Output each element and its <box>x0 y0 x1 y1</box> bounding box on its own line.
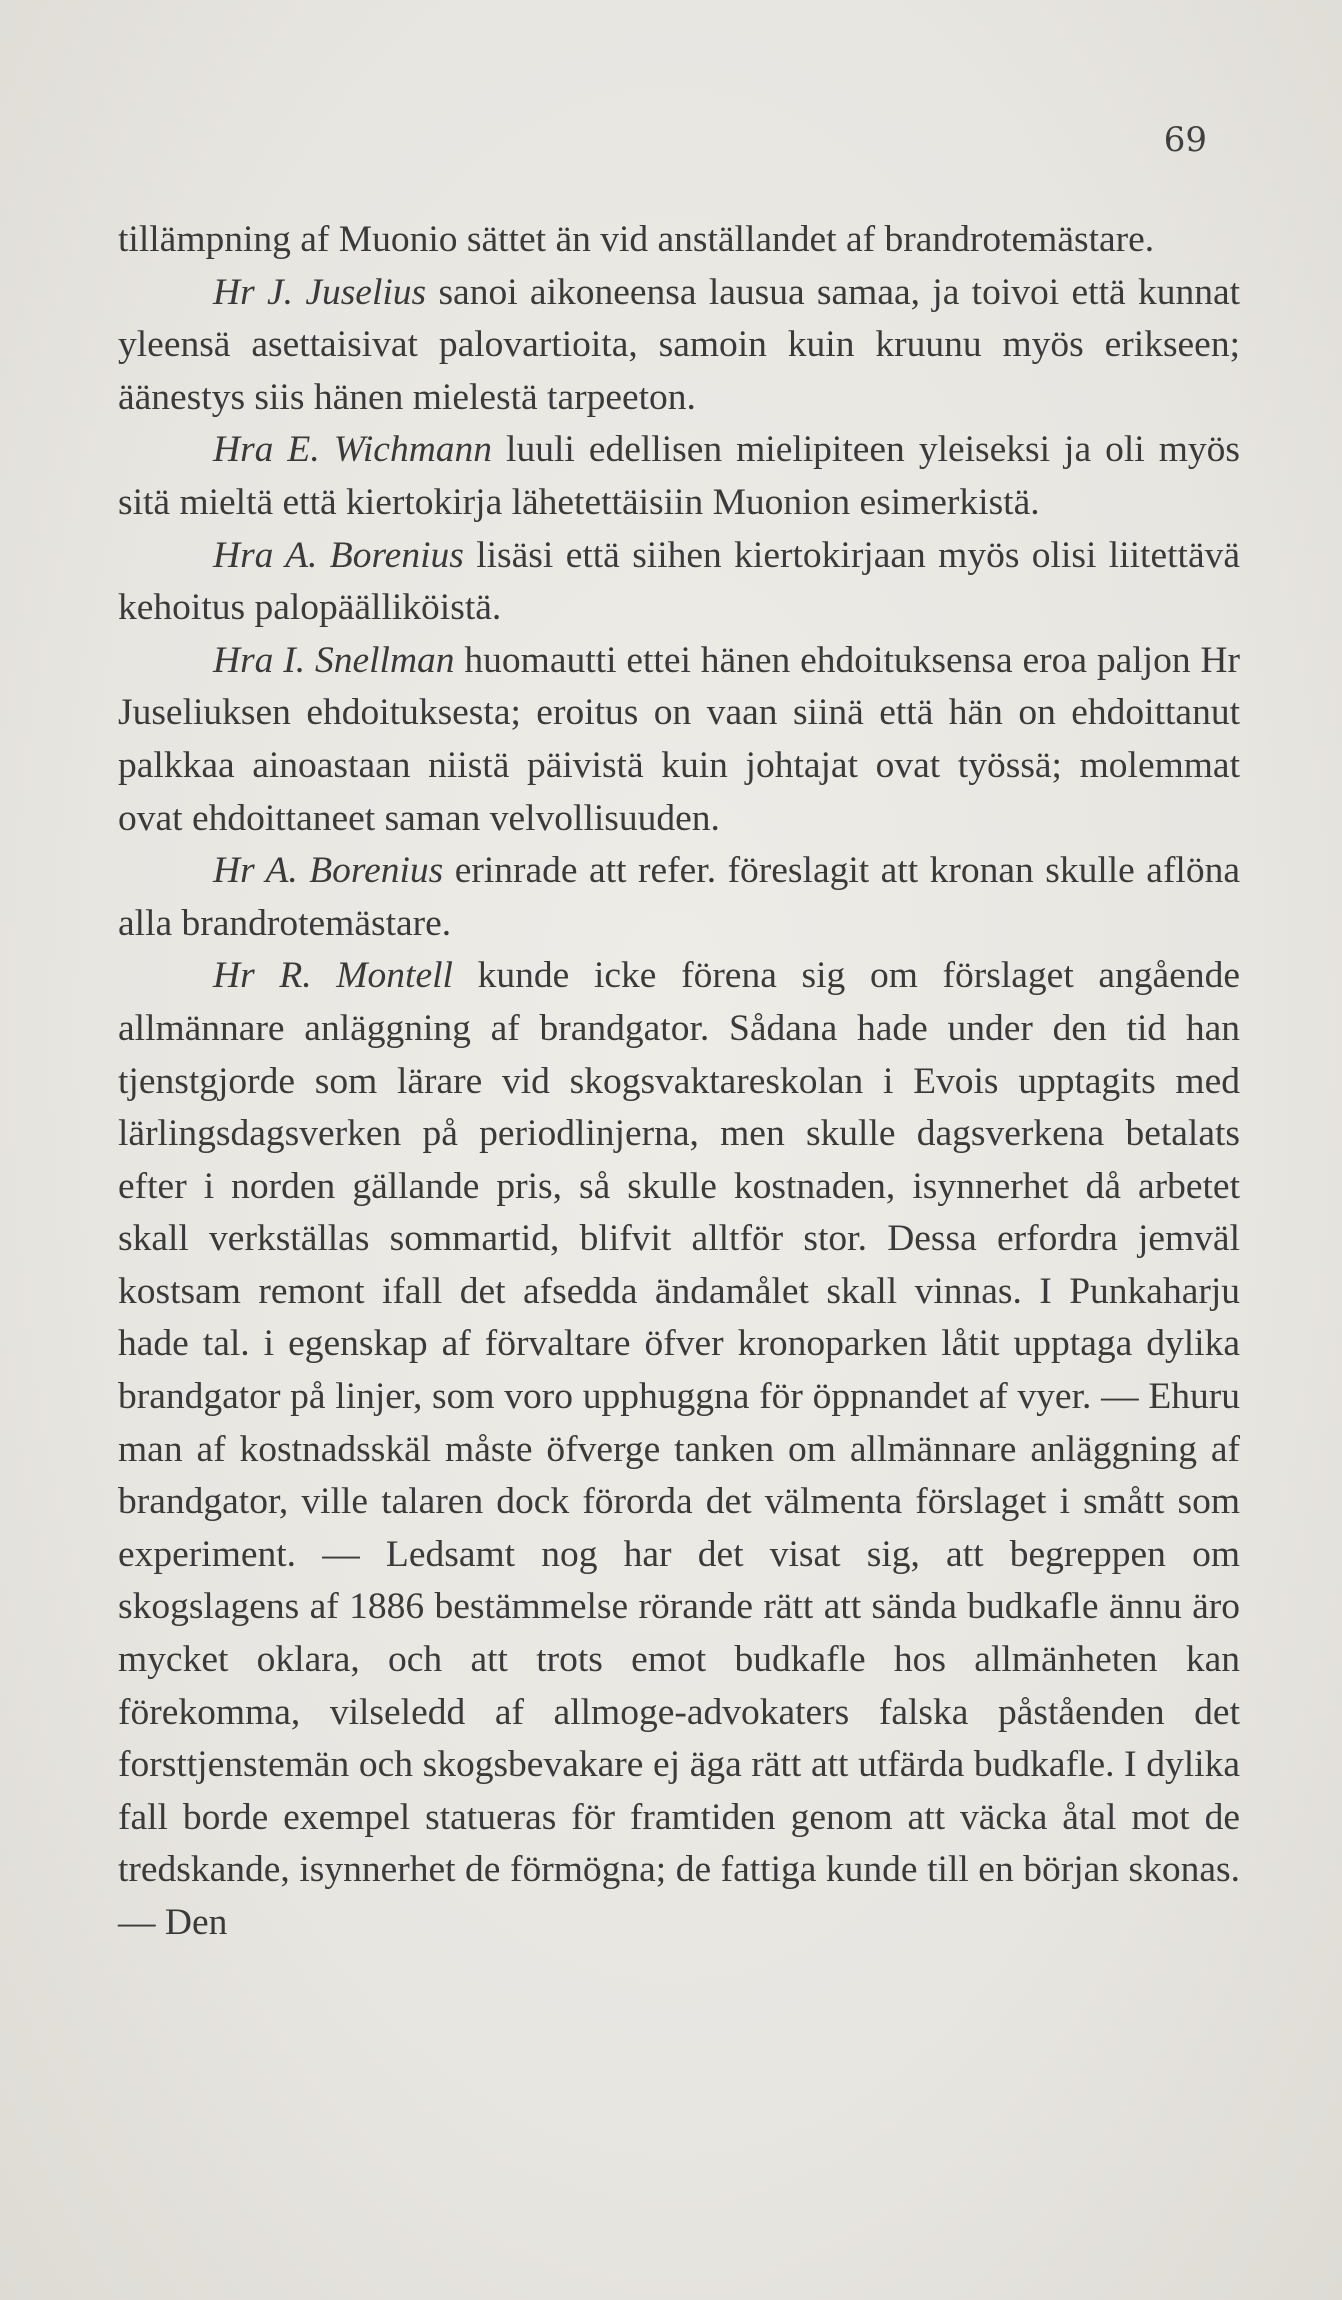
paragraph-4 <box>118 530 1240 635</box>
speaker-name: Hra A. Borenius <box>213 534 464 576</box>
paragraph-text: huomautti ettei hänen ehdoituksensa eroa paljon Hr Juseliuksen ehdoituksesta; eroitus on vaan siinä että hän on ehdoittanut palkkaa ainoastaan niistä päivistä kuin johtajat ovat työssä; molemmat ovat ehdoittaneet saman velvollisuuden. <box>118 639 1240 839</box>
paragraph-7 <box>118 950 1240 1949</box>
paragraph-text: kunde icke förena sig om förslaget angående allmännare anläggning af brandgator. Sådana hade under den tid han tjenstgjorde som lärare vid skogsvaktareskolan i Evois upptagits med lärlingsdagsverken på periodlinjerna, men skulle dagsverkena betalats efter i norden gällande pris, så skulle kostnaden, isynnerhet då arbetet skall verkställas sommartid, blifvit alltför stor. Dessa erfordra jemväl kostsam remont ifall det afsedda ändamålet skall vinnas. I Punkaharju hade tal. i egenskap af förvaltare öfver kronoparken låtit upptaga dylika brandgator på linjer, som voro upphuggna för öppnandet af vyer. — Ehuru man af kostnadsskäl måste öfverge tanken om allmännare anläggning af brandgator, ville talaren dock förorda det välmenta förslaget i smått som experiment. — Ledsamt nog har det visat sig, att begreppen om skogslagens af 1886 bestämmelse rörande rätt att sända budkafle ännu äro mycket oklara, och att trots emot budkafle hos allmänheten kan förekomma, vilseledd af allmoge-advokaters falska påståenden det forsttjenstemän och skogsbevakare ej äga rätt att utfärda budkafle. I dylika fall borde exempel statueras för framtiden genom att väcka åtal mot de tredskande, isynnerhet de förmögna; de fattiga kunde till en början skonas. — Den <box>118 955 1240 1943</box>
speaker-name: Hra I. Snellman <box>213 639 455 681</box>
paragraph-6 <box>118 845 1240 950</box>
paragraph-1 <box>118 214 1240 267</box>
paragraph-text: lisäsi että siihen kiertokirjaan myös olisi liitettävä kehoitus palopäälliköistä. <box>118 534 1240 629</box>
paragraph-text: tillämpning af Muonio sättet än vid anställandet af brandrotemästare. <box>118 219 1155 260</box>
speaker-name: Hr J. Juselius <box>213 271 427 313</box>
paragraph-text: sanoi aikoneensa lausua samaa, ja toivoi että kunnat yleensä asettaisivat palovartioita, samoin kuin kruunu myös erikseen; äänestys siis hänen mielestä tarpeeton. <box>118 271 1241 418</box>
body-text <box>118 214 1240 1950</box>
paragraph-3 <box>118 424 1240 529</box>
speaker-name: Hra E. Wichmann <box>213 429 493 471</box>
page-number: 69 <box>1163 120 1207 160</box>
speaker-name: Hr R. Montell <box>213 955 453 997</box>
paragraph-text: luuli edellisen mielipiteen yleiseksi ja oli myös sitä mieltä että kiertokirja lähetettäisiin Muonion esimerkistä. <box>118 429 1240 523</box>
paragraph-5 <box>118 635 1240 845</box>
speaker-name: Hr A. Borenius <box>213 850 444 892</box>
paragraph-2 <box>118 267 1240 425</box>
paragraph-text: erinrade att refer. föreslagit att kronan skulle aflöna alla brandrotemästare. <box>118 850 1240 944</box>
